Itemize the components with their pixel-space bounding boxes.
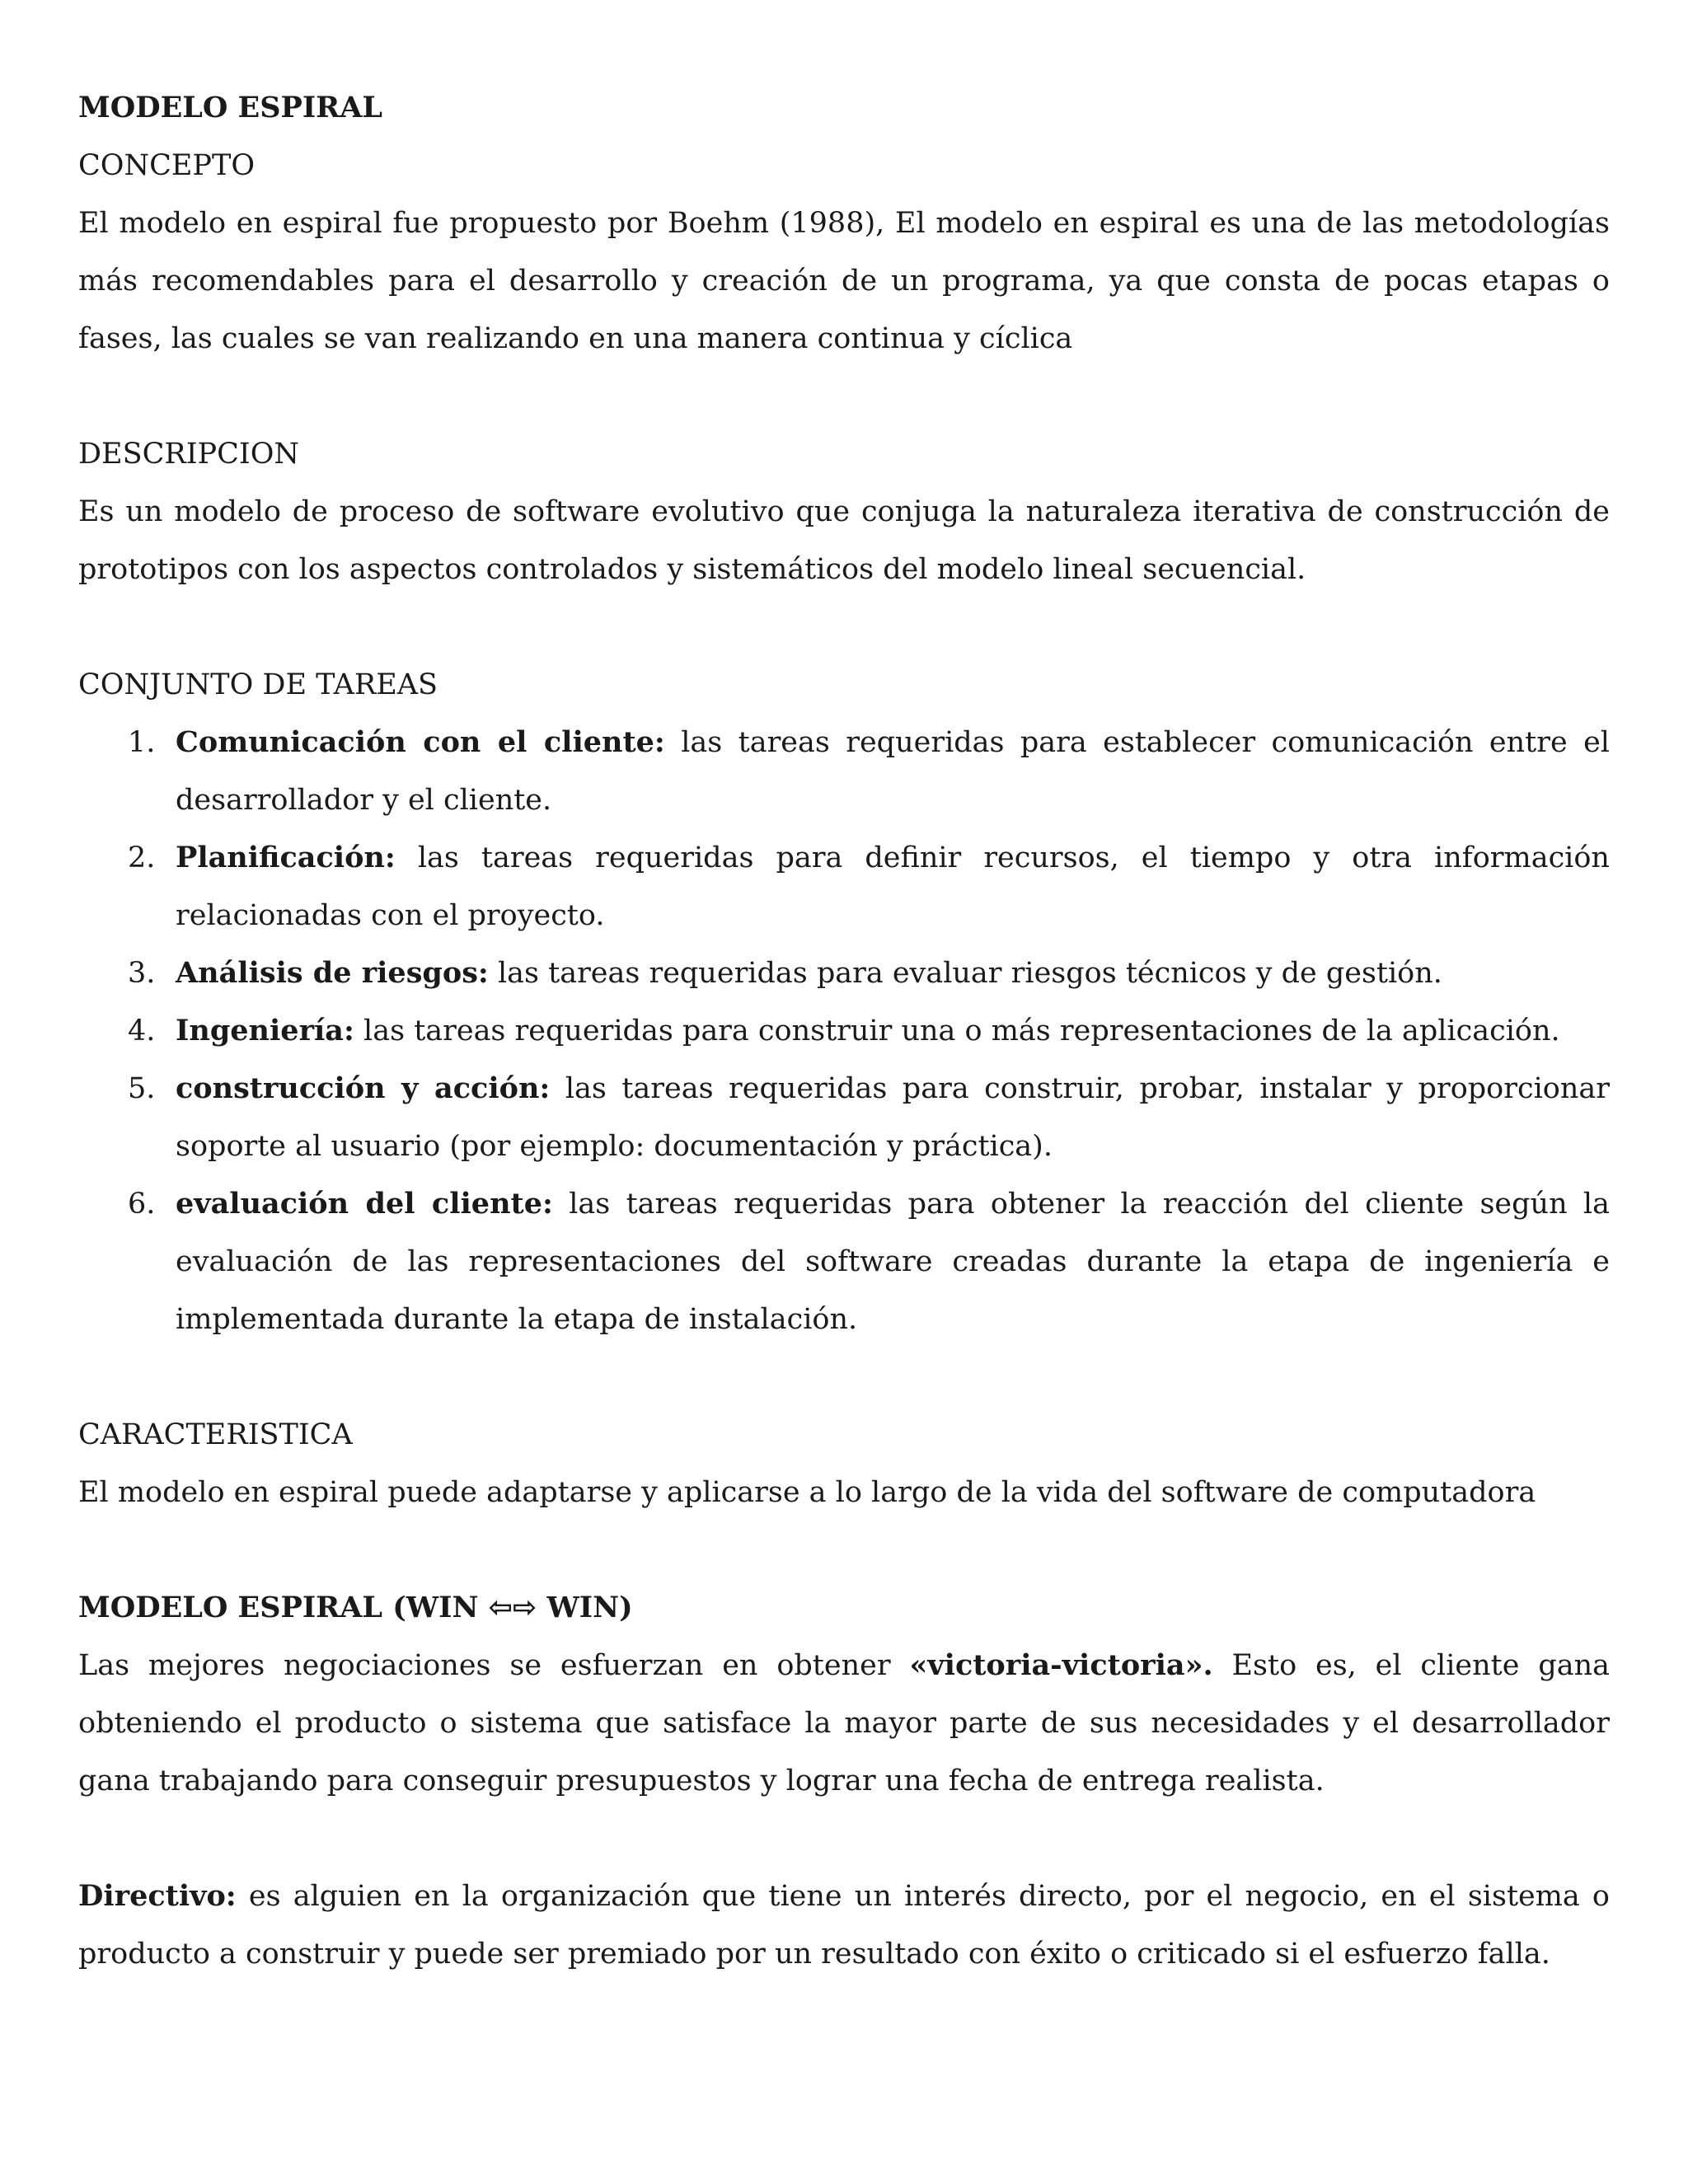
list-item-term: Análisis de riesgos: (176, 956, 489, 990)
list-item-term: Ingeniería: (176, 1014, 354, 1047)
win-text-before: Las mejores negociaciones se esfuerzan en obtener (78, 1649, 910, 1682)
list-item-text: las tareas requeridas para definir recursos, el tiempo y otra información relacionadas con el proyecto. (176, 841, 1610, 932)
list-item-number: 2. (128, 841, 156, 874)
win-heading-start: MODELO ESPIRAL (WIN (78, 1591, 489, 1624)
list-item (78, 714, 1610, 829)
list-item-text: las tareas requeridas para construir una o más representaciones de la aplicación. (363, 1015, 1560, 1047)
descripcion-heading: DESCRIPCION (78, 438, 300, 471)
win-heading (78, 1579, 1610, 1637)
list-item (78, 1175, 1610, 1348)
concepto-heading: CONCEPTO (78, 149, 256, 182)
win-paragraph (78, 1637, 1610, 1810)
double-arrow-icon: ⇦⇨ (488, 1591, 537, 1624)
list-item-number: 6. (128, 1188, 156, 1221)
list-item-term: Comunicación con el cliente: (176, 725, 665, 759)
tareas-heading: CONJUNTO DE TAREAS (78, 668, 438, 701)
directivo-text: es alguien en la organización que tiene un interés directo, por el negocio, en el sistema o producto a construir y puede ser premiado por un resultado con éxito o criticado si el esfuerzo falla. (78, 1880, 1610, 1971)
list-item (78, 1002, 1610, 1060)
document-title: MODELO ESPIRAL (78, 91, 383, 124)
win-heading-end: WIN) (537, 1591, 633, 1624)
list-item-term: evaluación del cliente: (176, 1187, 553, 1221)
list-item (78, 944, 1610, 1002)
list-item-text: las tareas requeridas para obtener la reacción del cliente según la evaluación de las representaciones del software creadas durante la etapa de ingeniería e implementada durante la etapa de instalación. (176, 1188, 1610, 1336)
win-bold-phrase: «victoria-victoria». (909, 1648, 1213, 1682)
list-item-number: 1. (128, 726, 156, 759)
list-item-number: 5. (128, 1072, 156, 1105)
concepto-paragraph: El modelo en espiral fue propuesto por Boehm (1988), El modelo en espiral es una de las metodologías más recomendables para el desarrollo y creación de un programa, ya que consta de pocas etapas o fases, las cuales se van realizando en una manera continua y cíclica (78, 207, 1610, 355)
caracteristica-paragraph: El modelo en espiral puede adaptarse y aplicarse a lo largo de la vida del software de computadora (78, 1476, 1536, 1509)
list-item-term: Planificación: (176, 841, 396, 874)
list-item-text: las tareas requeridas para evaluar riesgos técnicos y de gestión. (497, 957, 1442, 990)
list-item-text: las tareas requeridas para establecer comunicación entre el desarrollador y el cliente. (176, 726, 1610, 817)
directivo-paragraph (78, 1868, 1610, 1983)
descripcion-paragraph: Es un modelo de proceso de software evolutivo que conjuga la naturaleza iterativa de construcción de prototipos con los aspectos controlados y sistemáticos del modelo lineal secuencial. (78, 495, 1610, 586)
list-item-number: 3. (128, 957, 156, 990)
list-item-text: las tareas requeridas para construir, probar, instalar y proporcionar soporte al usuario (por ejemplo: documentación y práctica). (176, 1072, 1610, 1163)
directivo-term: Directivo: (78, 1879, 237, 1913)
tareas-list (78, 714, 1610, 1348)
list-item (78, 1060, 1610, 1175)
list-item-term: construcción y acción: (176, 1071, 551, 1105)
list-item-number: 4. (128, 1015, 156, 1047)
caracteristica-heading: CARACTERISTICA (78, 1418, 353, 1451)
win-text-after: Esto es, el cliente gana obteniendo el producto o sistema que satisface la mayor parte de sus necesidades y el desarrollador gana trabajando para conseguir presupuestos y lograr una fecha de entrega realista. (78, 1649, 1610, 1797)
list-item (78, 829, 1610, 944)
